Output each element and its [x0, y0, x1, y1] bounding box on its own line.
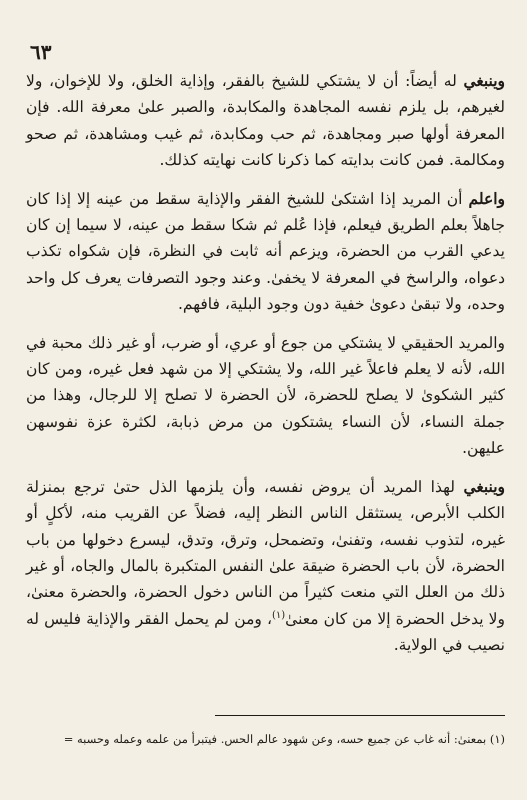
paragraph [26, 68, 505, 174]
footnote-marker[interactable]: (١) [271, 609, 286, 621]
paragraph [26, 474, 505, 659]
page-number: ٦٣ [30, 40, 52, 64]
footnote: (١) بمعنىٰ: أنه غاب عن جميع حسه، وعن شهود عالم الحس. فيتبرأ من علمه وعمله وحسبه = [63, 732, 505, 746]
paragraph-lead-word: وينبغي [463, 71, 505, 90]
paragraph-text: أن المريد إذا اشتكىٰ للشيخ الفقر والإذاية سقط من عينه إلا إذا كان جاهلاً بعلم الطريق فيعلم، فإذا عُلم ثم شكا سقط من عينه، لا سيما إن كان يدعي القرب من الحضرة، ويزعم أنه ثابت في النظرة، فإن شكواه تكذب دعواه، والراسخ في المعرفة لا يخفىٰ. وعند وجود التصرفات يعرف كل واحد وحده، ولا تبقىٰ دعوىٰ خفية دون وجود البلية، فافهم. [26, 189, 505, 314]
paragraph-text: له أيضاً: أن لا يشتكي للشيخ بالفقر، وإذاية الخلق، ولا للإخوان، ولا لغيرهم، بل يلزم نفسه المجاهدة والمكابدة، والصبر علىٰ معرفة الله. فإن المعرفة أولها صبر ومجاهدة، ثم حب ومكابدة، ثم غيب ومشاهدة، ثم صحو ومكالمة. فمن كانت بدايته كما ذكرنا كانت نهايته كذلك. [26, 72, 505, 170]
paragraph [26, 330, 505, 462]
body-text [26, 68, 505, 671]
paragraph-text: والمريد الحقيقي لا يشتكي من جوع أو عري، أو ضرب، أو غير ذلك محبة في الله، لأنه لا يعلم فاعلاً غير الله، ولا يشتكي إلا من شهد فعل غيره، ومن كان كثير الشكوىٰ لا يصلح للحضرة، لأن الحضرة لا تصلح إلا للرجال، وهذا من جملة النساء، لأن النساء يشتكون من مرض ذبابة، لكثرة عزة نفوسهن عليهن. [26, 333, 505, 458]
paragraph-lead-word: واعلم [468, 188, 505, 208]
paragraph [26, 186, 505, 318]
paragraph-lead-word: وينبغي [463, 476, 505, 496]
paragraph-text-tail: ، ومن لم يحمل الفقر والإذاية فليس له نصيب في الولاية. [26, 609, 505, 655]
paragraph-text: لهذا المريد أن يروض نفسه، وأن يلزمها الذل حتىٰ ترجع بمنزلة الكلب الأبرص، يستثقل الناس النظر إليه، فضلاً عن القريب منه، لأكلٍ أو غيره، لتذوب نفسه، وتفنىٰ، وتضمحل، وترق، وتدق، ليسرع دخولها من باب الحضرة، لأن باب الحضرة ضيقة علىٰ النفس المتكبرة بالمال والجاه، أو غير ذلك من العلل التي منعت كثيراً من الناس دخول الحضرة، والحضرة معنىٰ، ولا يدخل الحضرة إلا من كان معنىٰ [26, 477, 506, 628]
footnote-divider [215, 715, 505, 716]
